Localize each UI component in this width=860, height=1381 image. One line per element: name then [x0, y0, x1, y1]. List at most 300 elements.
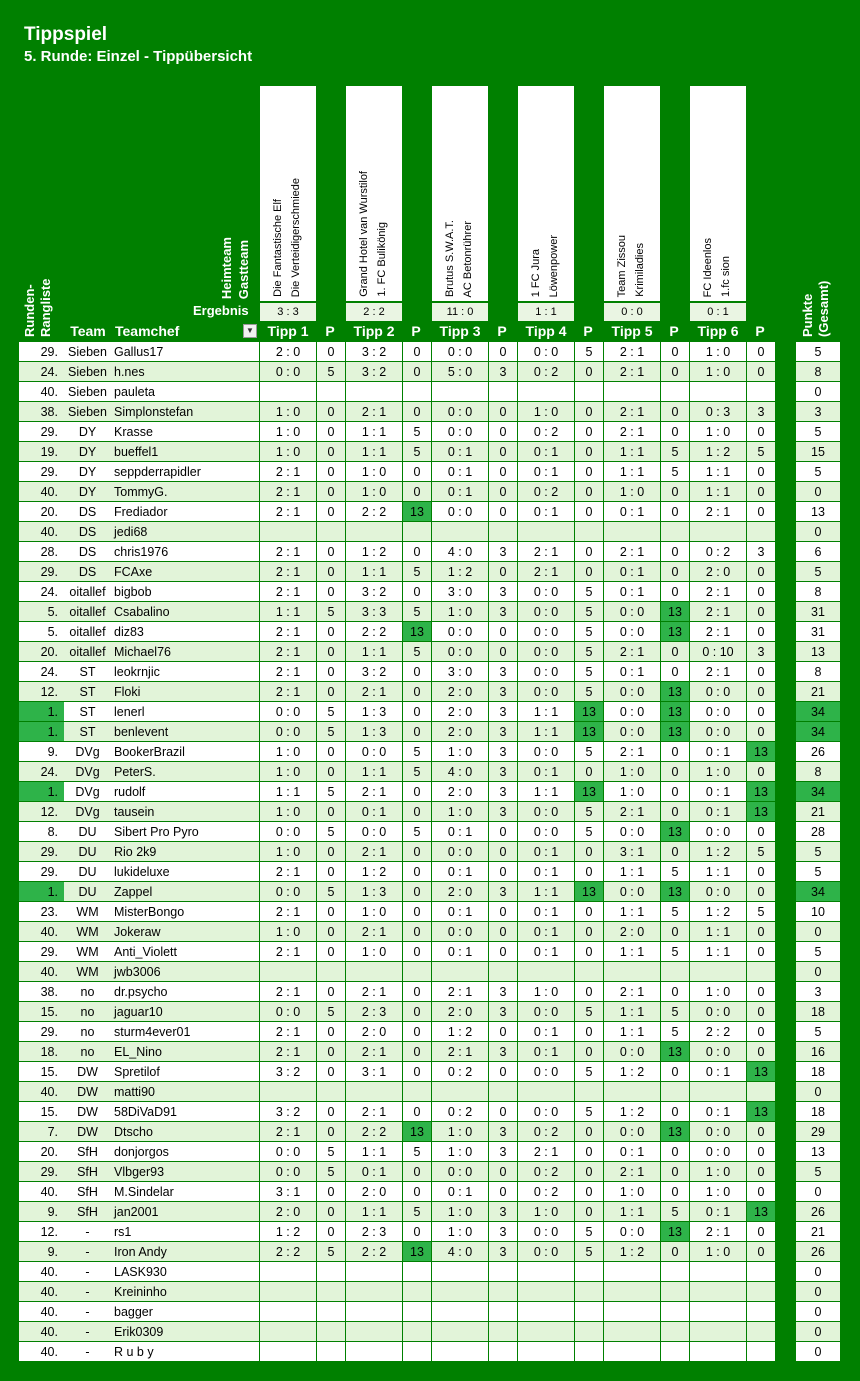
cell-tipp6: 0 : 0: [705, 825, 731, 839]
cell-p5: 13: [661, 1222, 689, 1241]
cell-tipp6: 1 : 0: [705, 1165, 731, 1179]
cell-tipp3: 2 : 0: [447, 725, 473, 739]
cell-p6: 0: [757, 725, 765, 739]
cell-p2: 5: [413, 425, 421, 439]
cell-p1: 5: [327, 1145, 335, 1159]
cell-p6: 13: [747, 1062, 775, 1081]
filter-dropdown-button[interactable]: ▼: [243, 324, 257, 338]
cell-team: oitallef: [69, 625, 106, 639]
cell-team: -: [85, 1305, 90, 1319]
cell-tipp2: 3 : 2: [361, 665, 387, 679]
cell-tipp5: 1 : 1: [619, 1005, 645, 1019]
cell-p2: 0: [413, 705, 421, 719]
cell-tipp5: [604, 1262, 660, 1282]
cell-p6: [747, 1322, 775, 1342]
cell-teamchef: seppderrapidler: [114, 465, 201, 479]
cell-p4: 0: [585, 765, 593, 779]
cell-team: DS: [78, 505, 97, 519]
cell-teamchef: h.nes: [114, 365, 145, 379]
cell-p6: 0: [757, 705, 765, 719]
cell-p1: [317, 1302, 345, 1322]
cell-team: DS: [78, 545, 97, 559]
cell-tipp1: 1 : 0: [275, 765, 301, 779]
cell-rank: 20.: [40, 645, 58, 659]
cell-tipp5: 1 : 2: [619, 1105, 645, 1119]
cell-teamchef: donjorgos: [114, 1145, 169, 1159]
cell-tipp6: 2 : 1: [705, 585, 731, 599]
cell-tipp1: 2 : 1: [275, 465, 301, 479]
cell-p5: 13: [661, 622, 689, 641]
cell-tipp5: 0 : 1: [619, 585, 645, 599]
cell-tipp5: [604, 1342, 660, 1362]
cell-tipp5: 1 : 0: [619, 765, 645, 779]
col-p5-header: P: [669, 323, 679, 339]
match-5-teams: [604, 86, 660, 301]
cell-p4: [575, 522, 603, 542]
cell-p4: 5: [585, 585, 593, 599]
cell-teamchef: lukideluxe: [114, 865, 170, 879]
cell-p2: [403, 382, 431, 402]
table-row: [0, 982, 860, 1002]
cell-p1: 5: [327, 605, 335, 619]
match-1-teams: [260, 86, 316, 301]
cell-tipp2: 2 : 2: [361, 625, 387, 639]
cell-tipp6: [690, 1302, 746, 1322]
cell-tipp1: 2 : 1: [275, 665, 301, 679]
cell-rank: 29.: [40, 1165, 58, 1179]
cell-p3: 0: [499, 825, 507, 839]
cell-teamchef: bagger: [114, 1305, 153, 1319]
cell-tipp5: [604, 1082, 660, 1102]
cell-rank: 7.: [47, 1125, 58, 1139]
cell-tipp5: 1 : 1: [619, 865, 645, 879]
cell-tipp6: [690, 1082, 746, 1102]
cell-p5: 0: [671, 805, 679, 819]
cell-teamchef: rs1: [114, 1225, 132, 1239]
cell-tipp2: 1 : 3: [361, 725, 387, 739]
cell-tipp2: 1 : 1: [361, 425, 387, 439]
cell-tipp2: 3 : 2: [361, 585, 387, 599]
cell-p2: 0: [413, 365, 421, 379]
cell-tipp5: 2 : 1: [619, 985, 645, 999]
match-4-result: 1 : 1: [518, 303, 574, 321]
cell-p3: [489, 1342, 517, 1362]
cell-tipp1: 2 : 0: [275, 1205, 301, 1219]
cell-tipp1: 3 : 1: [275, 1185, 301, 1199]
cell-p2: [403, 522, 431, 542]
cell-team: -: [85, 1345, 90, 1359]
cell-tipp4: 0 : 0: [533, 825, 559, 839]
cell-punkte: 34: [811, 785, 825, 799]
cell-tipp5: [604, 382, 660, 402]
table-row: [0, 1022, 860, 1042]
cell-p6: 0: [757, 1245, 765, 1259]
cell-tipp5: 2 : 1: [619, 425, 645, 439]
cell-tipp1: 0 : 0: [275, 365, 301, 379]
cell-tipp2: 2 : 2: [361, 1125, 387, 1139]
match-away-team: AC Betonrührer: [462, 220, 474, 297]
cell-p2: 0: [413, 1185, 421, 1199]
cell-team: DU: [78, 885, 97, 899]
cell-p6: 0: [757, 1185, 765, 1199]
cell-punkte: 3: [814, 985, 822, 999]
cell-p1: [317, 1342, 345, 1362]
match-home-team: Brutus S.W.A.T.: [444, 219, 456, 297]
cell-team: ST: [79, 725, 96, 739]
cell-tipp6: 1 : 1: [705, 925, 731, 939]
cell-p2: 0: [413, 865, 421, 879]
cell-tipp6: 0 : 0: [705, 885, 731, 899]
cell-tipp2: [346, 522, 402, 542]
cell-tipp6: 0 : 1: [705, 785, 731, 799]
cell-tipp4: 0 : 1: [533, 905, 559, 919]
cell-p4: 13: [575, 722, 603, 741]
cell-punkte: 8: [814, 365, 822, 379]
cell-tipp2: 2 : 1: [361, 985, 387, 999]
table-row: [0, 1342, 860, 1362]
cell-punkte: 5: [814, 345, 822, 359]
cell-tipp2: 2 : 1: [361, 1105, 387, 1119]
cell-p1: 0: [327, 645, 335, 659]
cell-p5: [661, 962, 689, 982]
cell-tipp6: 1 : 0: [705, 765, 731, 779]
table-row: [0, 602, 860, 622]
cell-p3: 3: [499, 745, 507, 759]
cell-tipp1: 0 : 0: [275, 885, 301, 899]
match-home-team: 1 FC Jura: [530, 248, 542, 297]
gastteam-label: Gastteam: [236, 239, 251, 299]
cell-p2: 0: [413, 1105, 421, 1119]
cell-p2: 13: [403, 1122, 431, 1141]
cell-punkte: 26: [811, 1245, 825, 1259]
table-row: [0, 802, 860, 822]
col-tipp4-header: Tipp 4: [525, 323, 567, 339]
cell-tipp6: 1 : 2: [705, 845, 731, 859]
cell-p6: [747, 962, 775, 982]
cell-p2: 0: [413, 1225, 421, 1239]
cell-team: SfH: [77, 1185, 98, 1199]
cell-p1: [317, 382, 345, 402]
cell-p3: 3: [499, 685, 507, 699]
cell-tipp3: 2 : 0: [447, 885, 473, 899]
ergebnis-label: Ergebnis: [193, 303, 249, 318]
match-6-teams: [690, 86, 746, 301]
cell-tipp5: 1 : 1: [619, 465, 645, 479]
cell-p3: 3: [499, 1045, 507, 1059]
cell-punkte: 13: [811, 645, 825, 659]
table-row: [0, 842, 860, 862]
cell-p4: 5: [585, 1065, 593, 1079]
cell-p2: 13: [403, 622, 431, 641]
cell-tipp4: [518, 382, 574, 402]
cell-p3: 3: [499, 1205, 507, 1219]
cell-p4: 0: [585, 1185, 593, 1199]
cell-p6: [747, 522, 775, 542]
cell-punkte: 34: [811, 705, 825, 719]
cell-tipp4: [518, 1082, 574, 1102]
cell-tipp3: 2 : 0: [447, 785, 473, 799]
cell-tipp2: 2 : 2: [361, 505, 387, 519]
cell-p3: [489, 1282, 517, 1302]
cell-tipp1: 2 : 1: [275, 865, 301, 879]
cell-teamchef: Erik0309: [114, 1325, 164, 1339]
cell-p5: 5: [671, 1005, 679, 1019]
col-p1-header: P: [325, 323, 335, 339]
cell-team: no: [80, 985, 95, 999]
cell-p1: 0: [327, 805, 335, 819]
cell-rank: 40.: [40, 1345, 58, 1359]
cell-p4: [575, 1342, 603, 1362]
cell-tipp3: 1 : 2: [447, 565, 473, 579]
cell-teamchef: Rio 2k9: [114, 845, 157, 859]
cell-tipp6: [690, 1322, 746, 1342]
cell-p1: 0: [327, 765, 335, 779]
cell-rank: 29.: [40, 865, 58, 879]
cell-punkte: 16: [811, 1045, 825, 1059]
cell-rank: 19.: [40, 445, 58, 459]
cell-tipp6: 0 : 0: [705, 705, 731, 719]
cell-teamchef: bueffel1: [114, 445, 159, 459]
cell-rank: 29.: [40, 345, 58, 359]
cell-p2: 0: [413, 665, 421, 679]
cell-p2: 0: [413, 585, 421, 599]
cell-rank: 12.: [40, 685, 58, 699]
cell-p3: 0: [499, 345, 507, 359]
cell-p1: 0: [327, 405, 335, 419]
cell-teamchef: Michael76: [114, 645, 171, 659]
match-away-team: Krimiladies: [634, 243, 646, 297]
cell-teamchef: Dtscho: [114, 1125, 153, 1139]
match-1-result: 3 : 3: [260, 303, 316, 321]
cell-p1: 5: [327, 1245, 335, 1259]
cell-p1: 0: [327, 905, 335, 919]
cell-p1: 0: [327, 565, 335, 579]
cell-tipp4: 0 : 1: [533, 505, 559, 519]
cell-punkte: 21: [811, 1225, 825, 1239]
cell-p1: 0: [327, 625, 335, 639]
cell-p4: 5: [585, 1105, 593, 1119]
cell-team: no: [80, 1005, 95, 1019]
cell-p5: 0: [671, 345, 679, 359]
cell-p4: [575, 1322, 603, 1342]
cell-teamchef: MisterBongo: [114, 905, 185, 919]
cell-punkte: 5: [814, 465, 822, 479]
cell-tipp5: 0 : 0: [619, 625, 645, 639]
table-row: [0, 1142, 860, 1162]
cell-tipp1: 3 : 2: [275, 1065, 301, 1079]
cell-p2: 0: [413, 805, 421, 819]
cell-teamchef: chris1976: [114, 545, 169, 559]
cell-p4: 5: [585, 645, 593, 659]
cell-p2: 5: [413, 445, 421, 459]
cell-punkte: 5: [814, 945, 822, 959]
cell-tipp2: 3 : 2: [361, 365, 387, 379]
cell-tipp1: 0 : 0: [275, 705, 301, 719]
cell-p5: 0: [671, 985, 679, 999]
cell-p5: 0: [671, 425, 679, 439]
cell-tipp2: 1 : 0: [361, 485, 387, 499]
cell-tipp3: 3 : 0: [447, 665, 473, 679]
cell-tipp6: 1 : 0: [705, 1185, 731, 1199]
cell-punkte: 21: [811, 685, 825, 699]
cell-p2: 0: [413, 465, 421, 479]
cell-p3: 3: [499, 1225, 507, 1239]
table-row: [0, 582, 860, 602]
cell-tipp5: 2 : 1: [619, 745, 645, 759]
cell-p5: 0: [671, 545, 679, 559]
cell-p3: [489, 962, 517, 982]
cell-tipp3: 0 : 1: [447, 1185, 473, 1199]
cell-p2: 0: [413, 1045, 421, 1059]
cell-team: SfH: [77, 1205, 98, 1219]
cell-teamchef: benlevent: [114, 725, 169, 739]
cell-p1: 0: [327, 1125, 335, 1139]
cell-p2: 5: [413, 765, 421, 779]
cell-tipp3: [432, 962, 488, 982]
cell-tipp1: 1 : 0: [275, 925, 301, 939]
table-row: [0, 422, 860, 442]
cell-p3: 0: [499, 405, 507, 419]
cell-p1: 0: [327, 585, 335, 599]
cell-p1: [317, 1082, 345, 1102]
cell-tipp5: 0 : 1: [619, 665, 645, 679]
cell-p5: 13: [661, 822, 689, 841]
cell-tipp2: 2 : 1: [361, 405, 387, 419]
table-row: [0, 722, 860, 742]
cell-p6: 0: [757, 1045, 765, 1059]
match-6-result: 0 : 1: [690, 303, 746, 321]
cell-tipp6: 1 : 2: [705, 905, 731, 919]
cell-p1: 0: [327, 925, 335, 939]
cell-p3: 0: [499, 865, 507, 879]
cell-tipp4: 0 : 2: [533, 485, 559, 499]
cell-p6: 5: [757, 445, 765, 459]
cell-teamchef: EL_Nino: [114, 1045, 162, 1059]
cell-tipp6: [690, 1282, 746, 1302]
cell-p4: 0: [585, 1125, 593, 1139]
cell-tipp6: [690, 522, 746, 542]
cell-punkte: 8: [814, 765, 822, 779]
cell-tipp4: [518, 1302, 574, 1322]
cell-p3: 3: [499, 1125, 507, 1139]
cell-tipp1: 1 : 0: [275, 745, 301, 759]
cell-tipp5: 2 : 1: [619, 805, 645, 819]
cell-tipp5: 2 : 0: [619, 925, 645, 939]
cell-team: DS: [78, 525, 97, 539]
sheet-title: Tippspiel: [24, 24, 108, 45]
cell-tipp2: [346, 962, 402, 982]
cell-tipp4: 0 : 1: [533, 765, 559, 779]
cell-p3: 0: [499, 1105, 507, 1119]
cell-p3: 3: [499, 665, 507, 679]
cell-p4: [575, 382, 603, 402]
cell-p3: 0: [499, 1065, 507, 1079]
table-row: [0, 1322, 860, 1342]
cell-tipp4: [518, 1282, 574, 1302]
cell-p6: 0: [757, 345, 765, 359]
cell-p1: [317, 522, 345, 542]
cell-teamchef: Simplonstefan: [114, 405, 194, 419]
cell-rank: 28.: [40, 545, 58, 559]
cell-p4: 0: [585, 905, 593, 919]
cell-tipp2: 1 : 0: [361, 905, 387, 919]
cell-p5: 13: [661, 1122, 689, 1141]
cell-p3: 3: [499, 585, 507, 599]
cell-p2: 5: [413, 825, 421, 839]
cell-tipp1: 2 : 1: [275, 905, 301, 919]
cell-p6: 0: [757, 885, 765, 899]
cell-p3: 0: [499, 1185, 507, 1199]
table-row: [0, 822, 860, 842]
cell-tipp3: [432, 1302, 488, 1322]
cell-p3: 0: [499, 1025, 507, 1039]
cell-tipp2: 1 : 3: [361, 705, 387, 719]
cell-p4: 5: [585, 345, 593, 359]
cell-p6: 0: [757, 465, 765, 479]
cell-team: WM: [76, 945, 99, 959]
table-row: [0, 862, 860, 882]
cell-teamchef: TommyG.: [114, 485, 168, 499]
cell-tipp1: 2 : 1: [275, 545, 301, 559]
table-row: [0, 402, 860, 422]
cell-punkte: 8: [814, 665, 822, 679]
cell-punkte: 6: [814, 545, 822, 559]
cell-team: DY: [78, 445, 97, 459]
cell-punkte: 18: [811, 1065, 825, 1079]
cell-tipp4: [518, 1262, 574, 1282]
cell-tipp5: 0 : 0: [619, 1225, 645, 1239]
cell-p2: 0: [413, 405, 421, 419]
cell-p1: [317, 1262, 345, 1282]
cell-p2: 0: [413, 725, 421, 739]
cell-punkte: 0: [814, 1325, 822, 1339]
cell-teamchef: Csabalino: [114, 605, 170, 619]
cell-tipp3: 0 : 2: [447, 1065, 473, 1079]
cell-p3: [489, 382, 517, 402]
cell-teamchef: M.Sindelar: [114, 1185, 174, 1199]
cell-punkte: 0: [814, 1265, 822, 1279]
cell-p2: [403, 1322, 431, 1342]
cell-p1: 5: [327, 1005, 335, 1019]
cell-tipp6: 0 : 0: [705, 1145, 731, 1159]
cell-tipp3: 0 : 1: [447, 905, 473, 919]
cell-tipp4: 0 : 2: [533, 425, 559, 439]
cell-tipp3: 0 : 0: [447, 425, 473, 439]
cell-p1: 0: [327, 1185, 335, 1199]
cell-punkte: 26: [811, 1205, 825, 1219]
table-row: [0, 502, 860, 522]
table-row: [0, 662, 860, 682]
cell-p2: 0: [413, 685, 421, 699]
cell-p3: 0: [499, 945, 507, 959]
cell-rank: 1.: [47, 785, 58, 799]
cell-tipp2: 1 : 1: [361, 645, 387, 659]
cell-p5: [661, 1342, 689, 1362]
cell-tipp3: 0 : 1: [447, 485, 473, 499]
cell-teamchef: jwb3006: [114, 965, 161, 979]
cell-tipp3: 1 : 0: [447, 1205, 473, 1219]
cell-p3: [489, 1322, 517, 1342]
cell-rank: 38.: [40, 985, 58, 999]
cell-p5: 0: [671, 1105, 679, 1119]
cell-p6: 0: [757, 1125, 765, 1139]
cell-p4: 0: [585, 1025, 593, 1039]
cell-teamchef: R u b y: [114, 1345, 154, 1359]
cell-tipp3: 4 : 0: [447, 1245, 473, 1259]
cell-teamchef: pauleta: [114, 385, 156, 399]
cell-team: -: [85, 1265, 90, 1279]
cell-tipp6: 0 : 0: [705, 685, 731, 699]
